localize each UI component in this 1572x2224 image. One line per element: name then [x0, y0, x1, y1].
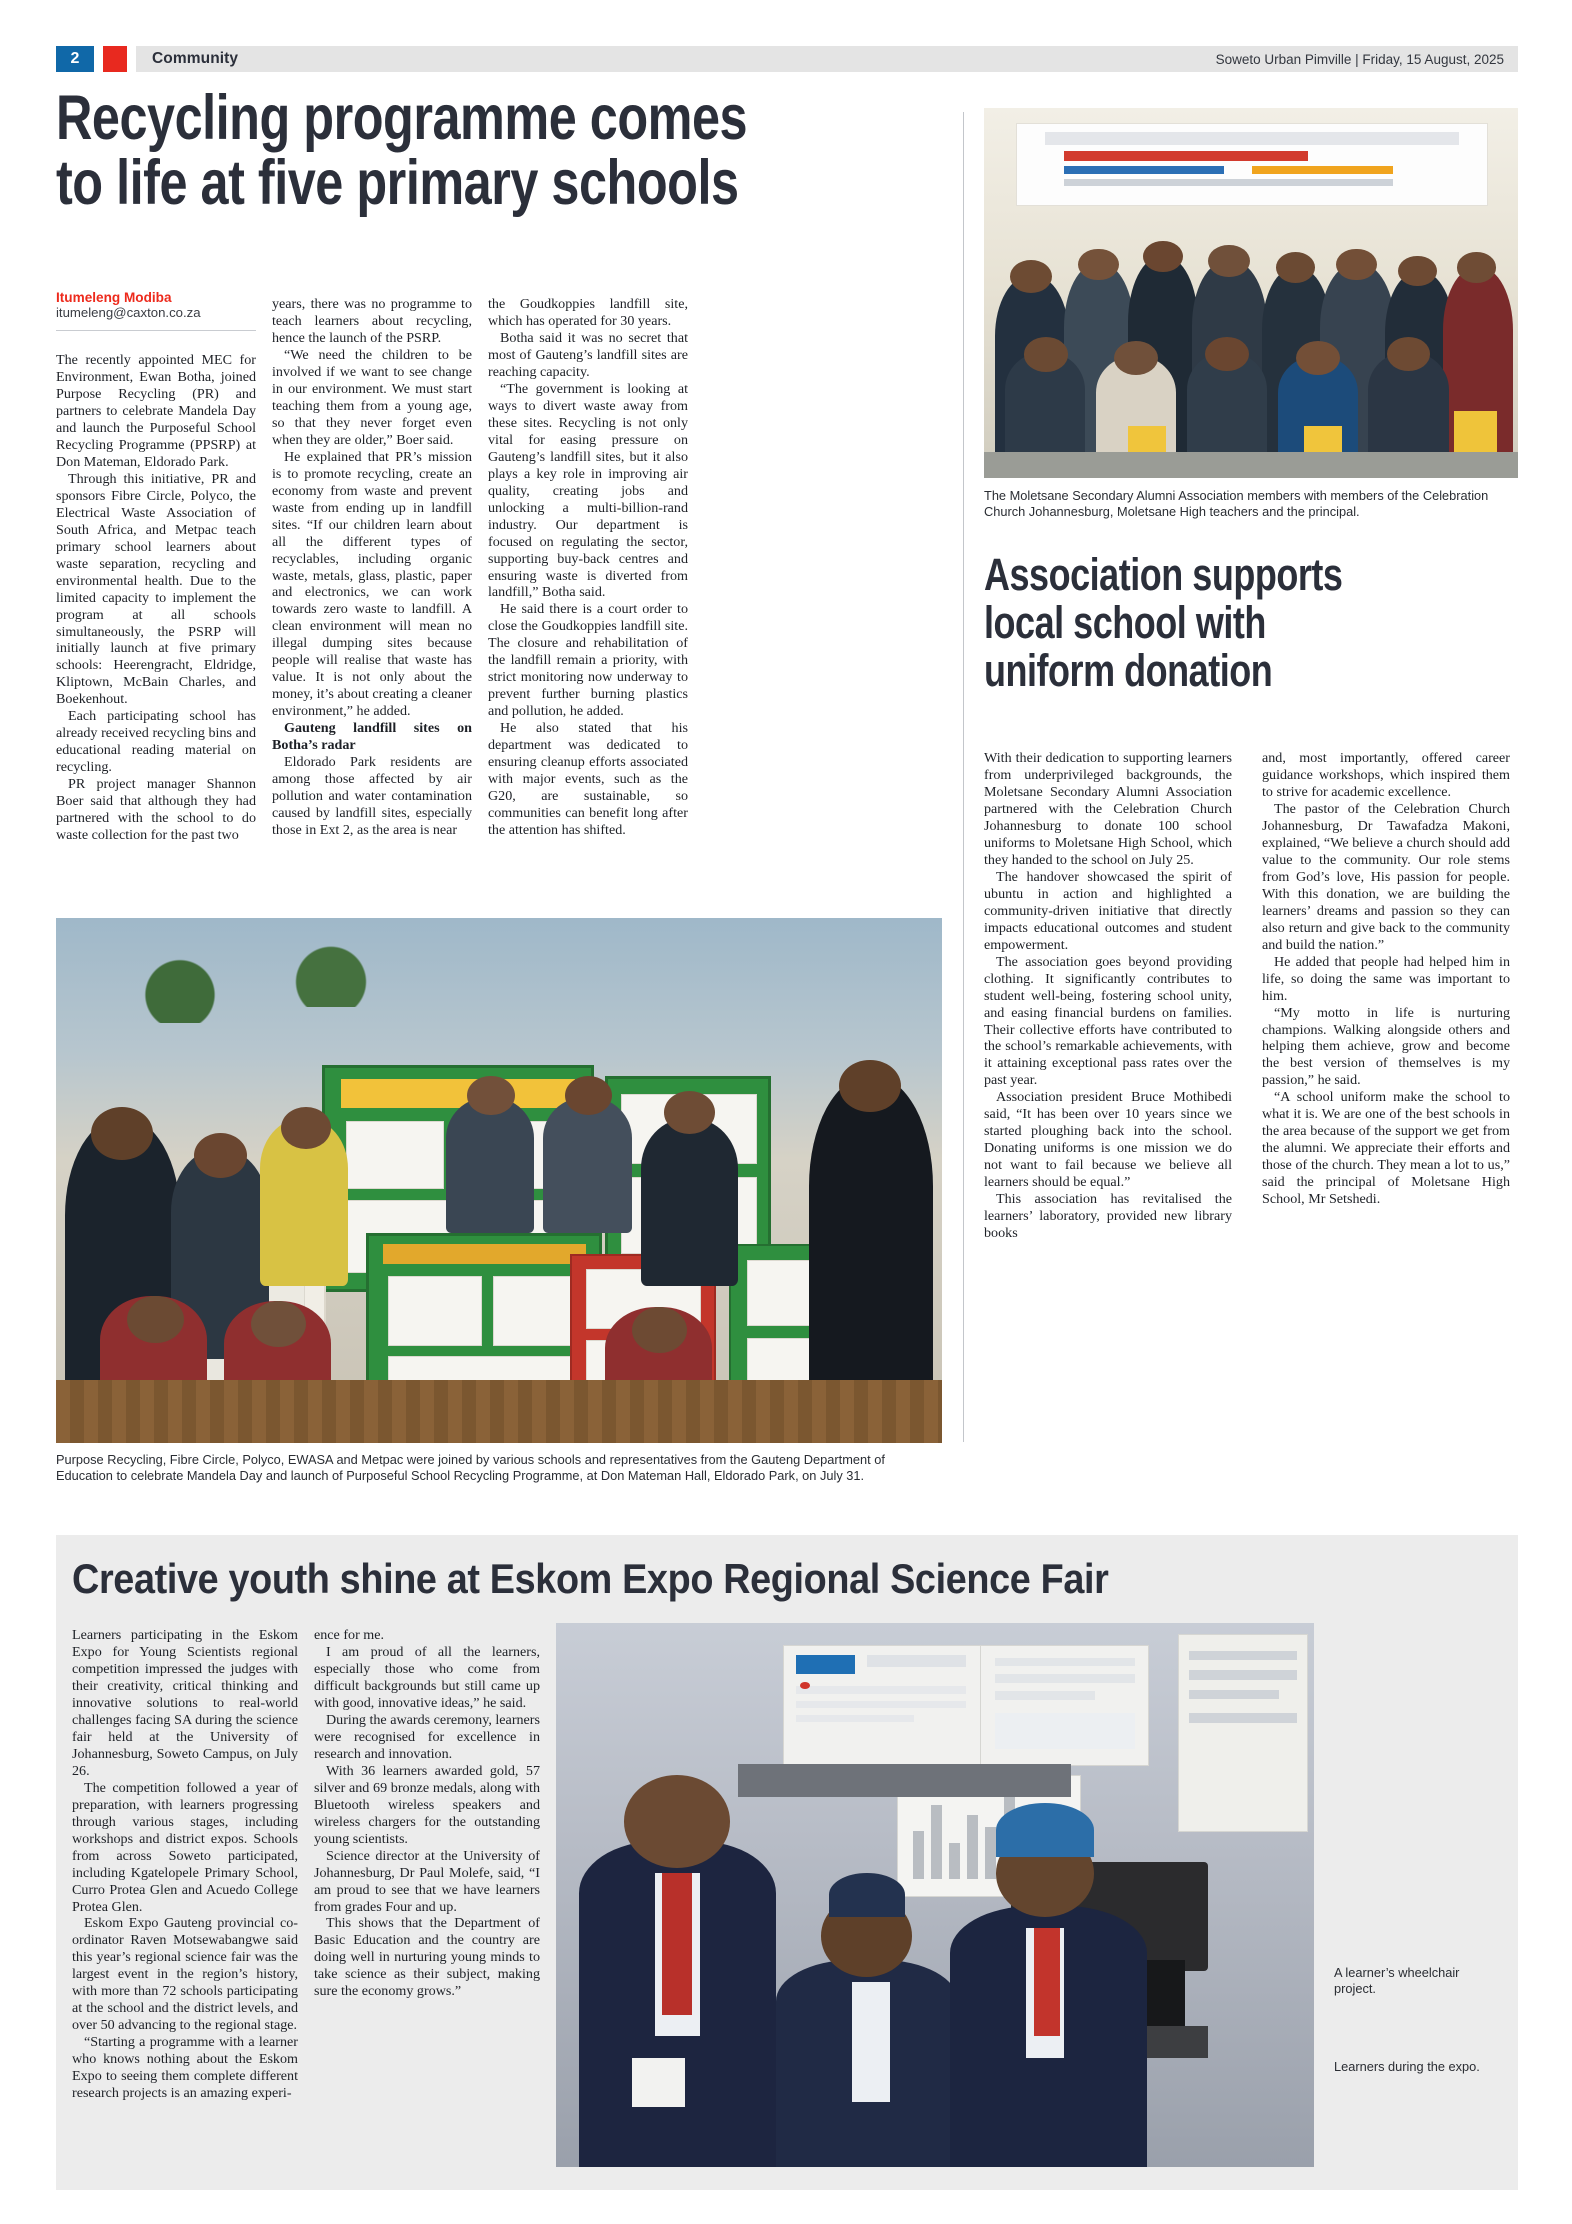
right-headline-line2: local school with: [984, 597, 1266, 648]
paragraph: This association has revitalised the learners’ laboratory, provided new library books: [984, 1191, 1232, 1242]
paragraph: Through this initiative, PR and sponsors Fibre Circle, Polyco, the Electrical Waste Association of South Africa, and Metpac teach primary school learners about waste separation, recycling and environmental health. Due to the limited capacity to implement the program at all schools simultaneously, the PSRP will initially launch at five primary schools: Heerengracht, Eldridge, Kliptown, McBain Charles, and Boekenhout.: [56, 470, 256, 708]
section-title: Community: [152, 50, 239, 67]
paragraph: He said there is a court order to close the Goudkoppies landfill site. The closure and rehabilitation of the landfill remain a priority, with strict monitoring now underway to prevent further burning plastics and pollution, he added.: [488, 601, 688, 720]
page-number: 2: [56, 46, 94, 72]
paragraph: I am proud of all the learners, especially those who come from difficult backgrounds but still came up with good, innovative ideas,” he said.: [314, 1643, 540, 1711]
byline: [56, 290, 201, 320]
caption-mandela-day-photo: Purpose Recycling, Fibre Circle, Polyco, EWASA and Metpac were joined by various schools and representatives from the Gauteng Department of Education to celebrate Mandela Day and launch of Purposeful School Recycling Programme, at Don Mateman Hall, Eldorado Park, on July 31.: [56, 1452, 885, 1484]
paragraph: “A school uniform make the school to what it is. We are one of the best schools in the area because of the support we get from the alumni. We appreciate their efforts and those of the church. They mean a lot to us,” said the principal of Moletsane High School, Mr Setshedi.: [1262, 1089, 1510, 1208]
right-headline-line3: uniform donation: [984, 645, 1273, 696]
caption-expo-learners: Learners during the expo.: [1334, 2059, 1480, 2074]
feature-headline: Creative youth shine at Eskom Expo Regional Science Fair: [72, 1555, 1109, 1602]
feature-column-1: [72, 1627, 298, 2102]
section-bar: [136, 46, 1518, 72]
paragraph: PR project manager Shannon Boer said that although they had partnered with the school to do waste collection for the past two: [56, 776, 256, 844]
feature-column-2: [314, 1627, 540, 2000]
paragraph: Science director at the University of Johannesburg, Dr Paul Molefe, said, “I am proud to see that we have learners from grades Four and up.: [314, 1847, 540, 1915]
feature-panel: [56, 1535, 1518, 2190]
paragraph: This shows that the Department of Basic Education and the country are doing well in nurturing young minds to take science as their subject, making sure the economy grows.”: [314, 1915, 540, 2000]
right-headline-line1: Association supports: [984, 549, 1343, 600]
caption-alumni-photo: The Moletsane Secondary Alumni Association members with members of the Celebration Church Johannesburg, Moletsane High teachers and the principal.: [984, 488, 1489, 520]
paragraph: The pastor of the Celebration Church Johannesburg, Dr Tawafadza Makoni, explained, “We believe a church should add value to the community. Our role stems from God’s love, His passion for people. With this donation, we are building the learners’ dreams and passion so they can also return and give back to the community and build the nation.”: [1262, 800, 1510, 953]
paragraph: During the awards ceremony, learners were recognised for excellence in research and innovation.: [314, 1711, 540, 1762]
byline-email: itumeleng@caxton.co.za: [56, 305, 201, 320]
right-article-column-1: [984, 750, 1232, 1242]
paragraph: Each participating school has already received recycling bins and educational reading material on recycling.: [56, 708, 256, 776]
subheading: Gauteng landfill sites on Botha’s radar: [272, 720, 472, 754]
byline-author: Itumeleng Modiba: [56, 290, 172, 305]
paragraph: Learners participating in the Eskom Expo for Young Scientists regional competition impressed the judges with their creativity, critical thinking and innovative solutions to real-world challenges facing SA during the science fair held at the University of Johannesburg, Soweto Campus, on July 26.: [72, 1627, 298, 1779]
paragraph: He explained that PR’s mission is to promote recycling, create an economy from waste and prevent waste from ending up in landfill sites. “If our children learn about all the different types of recyclables, including organic waste, metals, glass, plastic, paper and electronics, we can work towards zero waste to landfill. A clean environment will mean no illegal dumping sites because people will realise that waste has value. It is not only about the money, it’s about creating a cleaner environment,” he added.: [272, 448, 472, 720]
paragraph: The recently appointed MEC for Environment, Ewan Botha, joined Purpose Recycling (PR) and partners to celebrate Mandela Day and launch the Purposeful School Recycling Programme (PPSRP) at Don Mateman, Eldorado Park.: [56, 352, 256, 470]
right-article-column-2: [1262, 750, 1510, 1208]
paragraph: The competition followed a year of preparation, with learners progressing through various stages, including workshops and district expos. Schools from across Soweto participated, including Kgatelopele Primary School, Curro Protea Glen and Acuedo College Protea Glen.: [72, 1779, 298, 1915]
main-article-column-2: [272, 296, 472, 839]
paragraph: He added that people had helped him in life, so doing the same was important to him.: [1262, 953, 1510, 1004]
byline-divider: [56, 330, 256, 331]
paragraph: Eldorado Park residents are among those affected by air pollution and water contamination caused by landfill sites, especially those in Ext 2, as the area is near: [272, 754, 472, 839]
paragraph: ence for me.: [314, 1627, 385, 1643]
paragraph: He also stated that his department was dedicated to ensuring cleanup efforts associated with major events, such as the G20, are sustainable, so communities can benefit long after the attention has shifted.: [488, 720, 688, 839]
red-square-decoration: [103, 46, 127, 72]
paragraph: Eskom Expo Gauteng provincial co-ordinator Raven Motsewabangwe said this year’s regional science fair was the largest event in the region’s history, with more than 72 schools participating at the school and the district levels, and over 50 advancing to the regional stage.: [72, 1915, 298, 2034]
masthead: [56, 46, 1518, 72]
main-headline-line2: to life at five primary schools: [56, 148, 739, 218]
paragraph: years, there was no programme to teach learners about recycling, hence the launch of the PSRP.: [272, 296, 472, 346]
photo-mandela-day-event: [56, 918, 942, 1443]
main-article-column-3: [488, 296, 688, 839]
main-article-column-1: [56, 352, 256, 844]
paragraph: “We need the children to be involved if we want to see change in our environment. We must start teaching them from a young age, so that they never forget even when they are older,” Boer said.: [272, 346, 472, 448]
paragraph: the Goudkoppies landfill site, which has operated for 30 years.: [488, 296, 688, 329]
photo-expo-learners: [556, 1623, 1314, 2167]
paragraph: and, most importantly, offered career guidance workshops, which inspired them to strive for academic excellence.: [1262, 750, 1510, 800]
paragraph: The association goes beyond providing clothing. It significantly contributes to student well-being, fostering school unity, and easing financial burdens on families. Their collective efforts have contributed to the school’s remarkable achievements, with it attaining exceptional pass rates over the past year.: [984, 953, 1232, 1089]
photo-alumni-group: [984, 108, 1518, 478]
paragraph: Association president Bruce Mothibedi said, “It has been over 10 years since we started ploughing back into the school. Donating uniforms is one mission we do not want to fail because we believe all learners should be equal.”: [984, 1089, 1232, 1191]
paragraph: Botha said it was no secret that most of Gauteng’s landfill sites are reaching capacity.: [488, 329, 688, 380]
paragraph: “The government is looking at ways to divert waste away from these sites. Recycling is not only vital for easing pressure on Gauteng’s landfill sites, but it also plays a key role in improving air quality, creating jobs and unlocking a multi-billion-rand industry. Our department is focused on regulating the sector, supporting buy-back centres and ensuring waste is diverted from landfill,” Botha said.: [488, 380, 688, 601]
paragraph: With their dedication to supporting learners from underprivileged backgrounds, the Moletsane Secondary Alumni Association partnered with the Celebration Church Johannesburg to donate 100 school uniforms to Moletsane High School, which they handed to the school on July 25.: [984, 750, 1232, 868]
caption-wheelchair-project: A learner’s wheelchair project.: [1334, 1965, 1460, 1997]
publication-info: Soweto Urban Pimville | Friday, 15 August, 2025: [1215, 51, 1504, 67]
paragraph: The handover showcased the spirit of ubuntu in action and highlighted a community-driven initiative that directly impacts educational outcomes and student empowerment.: [984, 868, 1232, 953]
paragraph: With 36 learners awarded gold, 57 silver and 69 bronze medals, along with Bluetooth wireless speakers and wireless chargers for the outstanding young scientists.: [314, 1762, 540, 1847]
paragraph: “My motto in life is nurturing champions. Walking alongside others and helping them achieve, grow and become the best version of themselves is my passion,” he said.: [1262, 1004, 1510, 1089]
column-divider: [963, 112, 964, 1442]
paragraph: “Starting a programme with a learner who knows nothing about the Eskom Expo to seeing them complete different research projects is an amazing experi-: [72, 2034, 298, 2102]
main-headline-line1: Recycling programme comes: [56, 83, 748, 153]
